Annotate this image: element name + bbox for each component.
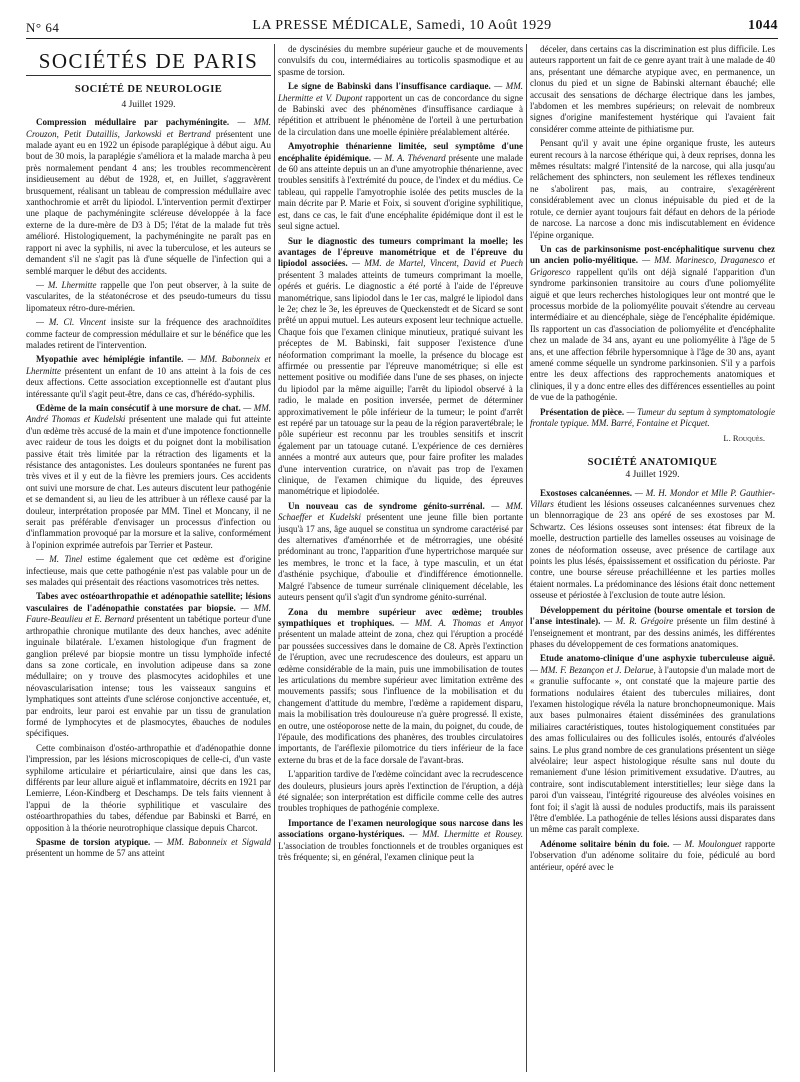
paragraph — [26, 354, 271, 400]
paragraph-text: présentent une malade ayant eu en 1922 un épisode paraplégique à début aigu. Au bout de 30 mois, la paraplégie s'améliora et la malade marcha à peu près normalement pendant 4 ans; les troubles recommencèrent insidieusement au début de 1928, et, en Juillet, s'aggravèrent brusquement, réalisant un tableau de compression médullaire avec xanthochromie et arrêt du lipiodol. L'intervention permit d'extirper une plaque de pachyméningite scléreuse développée à la face externe de la dure-mère de D3 à D5; l'état de la malade fut très amélioré. Histologiquement, la pachyméningite ne paraît pas en rapport ni avec la syphilis, ni avec la tuberculose, et les auteurs se demandent s'il ne s'agit pas là d'une séquelle de l'infection qui a semblé marquer le début des accidents. — [26, 128, 271, 276]
paragraph-text: présentent 3 malades atteints de tumeurs comprimant la moelle, opérés et guéris. Le diagnostic a été porté à l'aide de l'épreuve manométrique, sans lipiodol dans le 1er cas, malgré le lipiodol dans le 2e; chez le 3e, les épreuves de Queckenstedt et de Sicard se sont prêté un appui mutuel. Les auteurs exposent leur technique actuelle. Chaque fois que l'examen clinique minutieux, pratiqué suivant les préceptes de M. Babinski, fait supposer l'existence d'une néoformation comprimant la moelle, la présence du blocage est affirmée ou pressentie par l'épreuve manométrique; si elle est nettement positive ou modifiée dans l'une de ses phases, on injecte du lipiodol par la même aiguille; l'arrêt du lipiodol observé à la radio, le malade en position inversée, permet de déterminer approximativement le pôle inférieur de la tumeur; le point d'arrêt est repéré par un tatouage sur la peau de la région paravertébrale; le pôle supérieur est reconnu par les troubles sensitifs et inscrit également par un tatouage cutané. L'expérience de ces dernières années a montré aux auteurs que, pour faire profiter les malades d'une intervention curatrice, on n'avait pas trop de l'examen clinique, de l'examen chimique du liquide, des épreuves manométrique et lipiodolée. — [278, 269, 523, 497]
paragraph-authors: — M. Cl. Vincent — [36, 317, 106, 328]
paragraph-title: Sur le diagnostic des tumeurs comprimant la moelle; les avantages de l'épreuve manométrique et de l'épreuve du lipiodol associées. — [278, 235, 523, 269]
paragraph-text: rappellent qu'ils ont déjà signalé l'apparition d'un syndrome parkinsonien transitoire au cours d'une poliomyélite aiguë et que leurs recherches histologiques leur ont montré que le processus morbide de la poliomyélite pouvait s'étendre au cerveau intermédiaire et au diencéphale, siège de l'encéphalite épidémique. Ils rapportent un cas d'association de poliomyélite et d'encéphalite chez un malade de 34 ans, ayant eu une poliomyélite à l'âge de 5 ans, et une affection fébrile hypersomnique à l'âge de 30 ans, ayant amené comme séquelle un syndrome parkinsonien. S'il y a parfois entre les deux affections des rapprochements anatomiques et cliniques, il y a donc entre elles des différences essentielles au point de vue de la pathogénie. — [530, 266, 775, 403]
paragraph — [278, 769, 523, 815]
paragraph-text: présentent un homme de 57 ans atteint — [26, 848, 165, 859]
paragraph-text: à l'autopsie d'un malade mort de « granulie suffocante », ont constaté que la majeure partie des formations nodulaires étaient des tubercules miliaires, dont l'examen histologique révéla la nature bronchopneumonique. Mais aux bases pulmonaires étaient disséminées des granulations miliaires caractéristiques, toutes histologiquement constituées par des amas folliculaires ou des follicules isolés, entourés d'alvéoles sains. Le plus grand nombre de ces granulations présentent un siège alvéolaire; leur aspect histologique résulte sans nul doute du remaniement d'une lésion primitivement exsudative. D'autres, au contraire, sont indiscutablement interstitielles; leur siège dans la paroi d'un vaisseau, l'intégrité rigoureuse des alvéoles voisines en font foi; il s'agit là aussi de nodules productifs, mais ils paraissent l'être d'emblée. La pathogénie de telles lésions aussi disparates dans un même cas paraît complexe. — [530, 664, 775, 835]
heading-rule — [26, 75, 271, 76]
paragraph — [26, 837, 271, 860]
paragraph-authors: — MM. Schaeffer et Kudelski — [278, 500, 523, 523]
paragraph-authors: — M. R. Grégoire — [600, 616, 674, 627]
paragraph — [26, 117, 271, 277]
society-title: SOCIÉTÉ DE NEUROLOGIE — [74, 84, 223, 96]
paragraph-text: Cette combinaison d'ostéo-arthropathie et d'adénopathie donne l'impression, par les lésions microscopiques de celle-ci, d'un vaste syphilome articulaire et périarticulaire, ainsi que dans les cas, différents par leur allure aiguë et inflammatoire, décrits en 1921 par Lemierre, Léon-Kindberg et Deschamps. De tels faits viennent à l'appui de la théorie syphilitique et vasculaire des ostéoarthropathies du tabes, défendue par Babinski et Barré, en opposition à la théorie neurotrophique classique depuis Charcot. — [26, 742, 271, 833]
paragraph-authors: — M. A. Thévenard — [371, 152, 446, 163]
issue-date: Samedi, 10 Août 1929 — [416, 18, 552, 33]
paragraph-authors: — M. H. Mondor et Mlle P. Gauthier-Villars — [530, 487, 775, 510]
paragraph-text: de dyscinésies du membre supérieur gauche et de mouvements convulsifs du cou, intermédiaires au torticolis spasmodique et au spasme de torsion. — [278, 44, 523, 77]
column-divider — [274, 44, 275, 1072]
paragraph-text: présente un film destiné à l'enseignement et montrant, par des dessins animés, les différentes phases du développement de ces formations anatomiques. — [530, 616, 775, 649]
paragraph-authors: — MM. F. Bezançon et J. Delarue, — [530, 664, 656, 675]
page-header: N° 64 LA PRESSE MÉDICALE, Samedi, 10 Août 1929 1044 — [26, 18, 778, 35]
paragraph-title: Myopathie avec hémiplégie infantile. — [36, 354, 184, 365]
paragraph — [278, 818, 523, 864]
paragraph-authors: — MM. de Martel, Vincent, David et Puech — [347, 258, 523, 269]
society-title: SOCIÉTÉ ANATOMIQUE — [587, 456, 718, 468]
paragraph — [278, 501, 523, 604]
paragraph — [26, 280, 271, 314]
column-1 — [26, 44, 271, 1074]
paragraph-authors: — M. Lhermitte — [36, 279, 97, 290]
column-divider — [526, 44, 527, 1072]
paragraph — [26, 554, 271, 588]
paragraph-text: L'association de troubles fonctionnels et de troubles organiques est très fréquente; si, en général, l'examen clinique peut la — [278, 840, 523, 863]
column-3 — [530, 44, 775, 1074]
paragraph-text: estime également que cet œdème est d'origine infectieuse, mais que cette pathogénie n'est pas valable pour un de ses malades qui présentait des réactions vasomotrices très nettes. — [26, 554, 271, 588]
paragraph-title: Amyotrophie thénarienne limitée, seul symptôme d'une encéphalite épidémique. — [278, 141, 523, 163]
column-2 — [278, 44, 523, 1074]
paragraph-title: Importance de l'examen neurologique sous narcose dans les associations organo-hystériques. — [278, 817, 523, 840]
paragraph-text: présentent un tabétique porteur d'une arthropathie chronique mutilante des deux hanches, avec adénite inguinale bilatérale. L'examen histologique d'un fragment de ganglion prélevé par biopsie montre un tissu lymphoïde infecté dans sa zone corticale, en involution adipeuse dans sa zone médullaire; on y trouve des plasmocytes acidophiles et une néovascularisation intense; tous les vaisseaux sanguins et lymphatiques sont atteints d'une sclérose conjonctive accentuée, et, par endroits, leur paroi est envahie par un tissu de granulation formé de lymphocytes et de plasmocytes, ébauches de nodules spécifiques. — [26, 614, 271, 739]
paragraph-text: rapporte l'observation d'un adénome solitaire du foie, pédiculé au bord antérieur, opéré avec le — [530, 838, 775, 872]
paragraph — [530, 839, 775, 873]
column-1-body — [26, 117, 271, 860]
paragraph — [278, 44, 523, 78]
page-number: 1044 — [748, 18, 778, 33]
paragraph — [278, 236, 523, 498]
paragraph-title: Un cas de parkinsonisme post-encéphalitique survenu chez un ancien polio-myélitique. — [530, 243, 775, 266]
paragraph-title: Exostoses calcanéennes. — [540, 487, 633, 498]
paragraph-authors: — MM. André Thomas et Kudelski — [26, 402, 271, 425]
paragraph-title: Spasme de torsion atypique. — [36, 837, 151, 847]
paragraph-title: Développement du péritoine (bourse omentale et torsion de l'anse intestinale). — [530, 604, 775, 627]
paragraph-text: rappelle que l'on peut observer, à la suite de vascularites, de la stéatonécrose et des pseudo-tumeurs du tissu lipomateux rétro-dure-mérien. — [26, 279, 271, 313]
paragraph-authors: — MM. Babonneix et Lhermitte — [26, 354, 271, 376]
paragraph — [278, 141, 523, 232]
paragraph-text: déceler, dans certains cas la discrimination est plus difficile. Les auteurs rapportent un fait de ce genre ayant trait à une malade de 40 ans, présentant une démarche atypique avec, en permanence, un clonus du pied et un signe de Babinski alternant ébauché; elle accusait des sensations de décharge électrique dans les jambes, l'abdomen et les membres supérieurs; on relevait de nombreux signes d'origine manifestement hystérique qui l'avaient fait considérer comme atteinte de pithiatisme pur. — [530, 44, 775, 134]
paragraph — [530, 605, 775, 651]
paragraph-text: présentent une malade qui fut atteinte d'un œdème très accusé de la main et d'une impotence fonctionnelle avec raideur de tous les doigts et du poignet dont la mobilisation passive était très limitée par la rétraction des ligaments et la résistance des antagonistes. Les douleurs spontanées ne furent pas très vives et il y eut de la fièvre les premiers jours. Ces accidents ont suivi une morsure de chat. Les auteurs discutent leur pathogénie et se demandent si, au lieu de les attribuer à un réflexe causé par la douleur, interprétation proposée par MM. Tinel et Moncany, il ne serait pas préférable d'envisager un processus d'infection ou d'inflammation provoqué par la morsure et la salive, conformément à l'opinion exprimée autrefois par Terrier et Pasteur. — [26, 414, 271, 550]
paragraph-authors: — MM. Lhermitte et V. Dupont — [278, 81, 523, 103]
paragraph-text: présentent un enfant de 10 ans atteint à la fois de ces deux affections. Cette association exceptionnelle est d'autant plus intéressante qu'il s'agit peut-être, dans ce cas, d'hérédo-syphilis. — [26, 365, 271, 399]
paragraph-title: Adénome solitaire bénin du foie. — [540, 838, 670, 849]
paragraph — [530, 244, 775, 404]
paragraph — [530, 44, 775, 135]
paragraph-authors: — MM. Babonneix et Sigwald — [150, 837, 271, 847]
paragraph-authors: — MM. Faure-Beaulieu et E. Bernard — [26, 602, 271, 625]
paragraph — [278, 81, 523, 138]
paragraph — [26, 403, 271, 551]
paragraph-title: Œdème de la main consécutif à une morsure de chat. — [36, 402, 241, 413]
paragraph-title: Compression médullaire par pachyméningite. — [36, 117, 230, 128]
paragraph-title: Présentation de pièce. — [540, 406, 625, 417]
issue-number: N° 64 — [26, 20, 60, 35]
column-3-body — [530, 44, 775, 429]
paragraph-authors: — M. Moulonguet — [669, 838, 742, 849]
paragraph-text: Pensant qu'il y avait une épine organique fruste, les auteurs eurent recours à la narcose éthérique qui, à deux reprises, donna les mêmes résultats: malgré l'intensité de la narcose, qui alla jusqu'au relâchement des sphincters, non seulement les réflexes tendineux ne s'abolirent pas, mais, au contraire, s'exagérèrent considérablement avec un clonus inépuisable du pied et de la rotule, ce dernier ayant toujours fait défaut en dehors de la période de narcose. La narcose a donc mis indiscutablement en évidence l'épine organique. — [530, 138, 775, 240]
paragraph — [530, 407, 775, 430]
paragraph-title: Etude anatomo-clinique d'une asphyxie tuberculeuse aiguë. — [540, 653, 775, 664]
paragraph — [530, 653, 775, 836]
section-heading: SOCIÉTÉS DE PARIS — [38, 49, 259, 73]
signature: L. Rouquès. — [723, 433, 765, 444]
paragraph — [26, 591, 271, 739]
paragraph-text: L'apparition tardive de l'œdème coïncidant avec la recrudescence des douleurs, plusieurs jours après l'extinction de l'éruption, a déjà été signalée; son interprétation est difficile comme celle des autres troubles trophiques de pathogénie complexe. — [278, 769, 523, 814]
paragraph-text: présentent un malade atteint de zona, chez qui l'éruption a procédé par poussées successives dans le domaine de C8. Après l'extinction de l'éruption, avec une recrudescence des douleurs, est apparu un œdème considérable de la main, puis une immobilisation de toutes les articulations du membre supérieur avec limitation extrême des mouvements passifs; sous l'influence de la mobilisation et du changement d'attitude du membre, l'œdème a rapidement disparu, mais la mobilisation très douloureuse n'a guère progressé. Il existe, en outre, une ostéoporose nette de la main, du poignet, du coude, de l'épaule, des modifications des phanères, des troubles circulatoires importants, de l'aréflexie pilomotrice du tiers inférieur de la face externe du bras et de la face dorsale de l'avant-bras. — [278, 629, 523, 765]
paragraph — [530, 488, 775, 602]
paragraph — [530, 138, 775, 241]
paragraph-text: insiste sur la fréquence des arachnoïdites comme facteur de compression médullaire et sur le bénéfice que les malades retirent de l'intervention. — [26, 317, 271, 350]
session-date: 4 Juillet 1929. — [625, 470, 680, 481]
paragraph-title: Le signe de Babinski dans l'insuffisance cardiaque. — [288, 81, 491, 92]
paragraph-title: Tabes avec ostéoarthropathie et adénopathie satellite; lésions vasculaires de l'adénopathie constatées par biopsie. — [26, 591, 271, 613]
paragraph-authors: — MM. Crouzon, Petit Dutaillis, Jarkowski et Bertrand — [26, 117, 271, 139]
paragraph-authors: — Tumeur du septum à symptomatologie frontale typique. MM. Barré, Fontaine et Picquet. — [530, 406, 775, 428]
journal-title: LA PRESSE MÉDICALE — [252, 18, 409, 33]
column-2-body — [278, 44, 523, 863]
header-rule — [26, 38, 778, 39]
paragraph-text: présentent une jeune fille bien portante jusqu'à 17 ans, âge auquel se constitua un syndrome caractérisé par des alternatives d'aménorrhée et de métrorragies, une obésité prédominant au tronc, l'apparition d'une hypertrichose marquée sur les membres, le tronc et la face, à type masculin, et un état d'asthénie psychique, d'aboulie et d'indifférence émotionnelle. Malgré l'absence de tumeur surrénale cliniquement décelable, les auteurs pensent qu'il s'agit d'un syndrome génito-surrénal. — [278, 512, 523, 603]
paragraph-authors: — M. Tinel — [36, 554, 83, 565]
paragraph-text: étudient les lésions osseuses calcanéennes survenues chez un blennorragique de 23 ans opéré de ses exostoses par M. Schwartz. Ces lésions osseuses sont intenses: état fibreux de la moelle, destruction partielle des lamelles osseuses au voisinage de zones de néoformation osseuse, avec présence de cartilage aux points les plus lésés, épaississement et ossification du périoste. Par contre, une bourse séreuse préachilléenne et les parties molles étaient normales. La prédominance des lésions était donc nettement osseuse et périostée à l'exclusion de toute autre lésion. — [530, 499, 775, 601]
paragraph-authors: — MM. A. Thomas et Amyot — [394, 617, 523, 628]
paragraph — [26, 317, 271, 351]
paragraph-text: présente une malade de 60 ans atteinte depuis un an d'une amyotrophie thénarienne, avec troubles sensitifs à l'extrémité du pouce, de l'index et du médius. Ce tableau, qui rappelle l'amyotrophie isolée des petits muscles de la main décrite par P. Marie et Foix, si souvent d'origine syphilitique, est, dans ce cas, le fait d'une encéphalite épidémique dont il est le seul signe actuel. — [278, 152, 523, 232]
column-3-body-2 — [530, 488, 775, 873]
paragraph-text: rapportent un cas de concordance du signe de Babinski avec des phénomènes d'insuffisance cardiaque à répétition et attribuent le phénomène de l'orteil à une perturbation de la circulation dans une moelle épinière préalablement altérée. — [278, 92, 523, 137]
paragraph-authors: — MM. Lhermitte et Rousey. — [404, 829, 523, 840]
paragraph-title: Zona du membre supérieur avec œdème; troubles sympathiques et trophiques. — [278, 606, 523, 628]
session-date: 4 Juillet 1929. — [121, 99, 176, 110]
paragraph — [278, 607, 523, 767]
paragraph-authors: — MM. Marinesco, Draganesco et Grigoresco — [530, 255, 775, 277]
paragraph — [26, 743, 271, 834]
paragraph-title: Un nouveau cas de syndrome génito-surrénal. — [288, 500, 485, 511]
